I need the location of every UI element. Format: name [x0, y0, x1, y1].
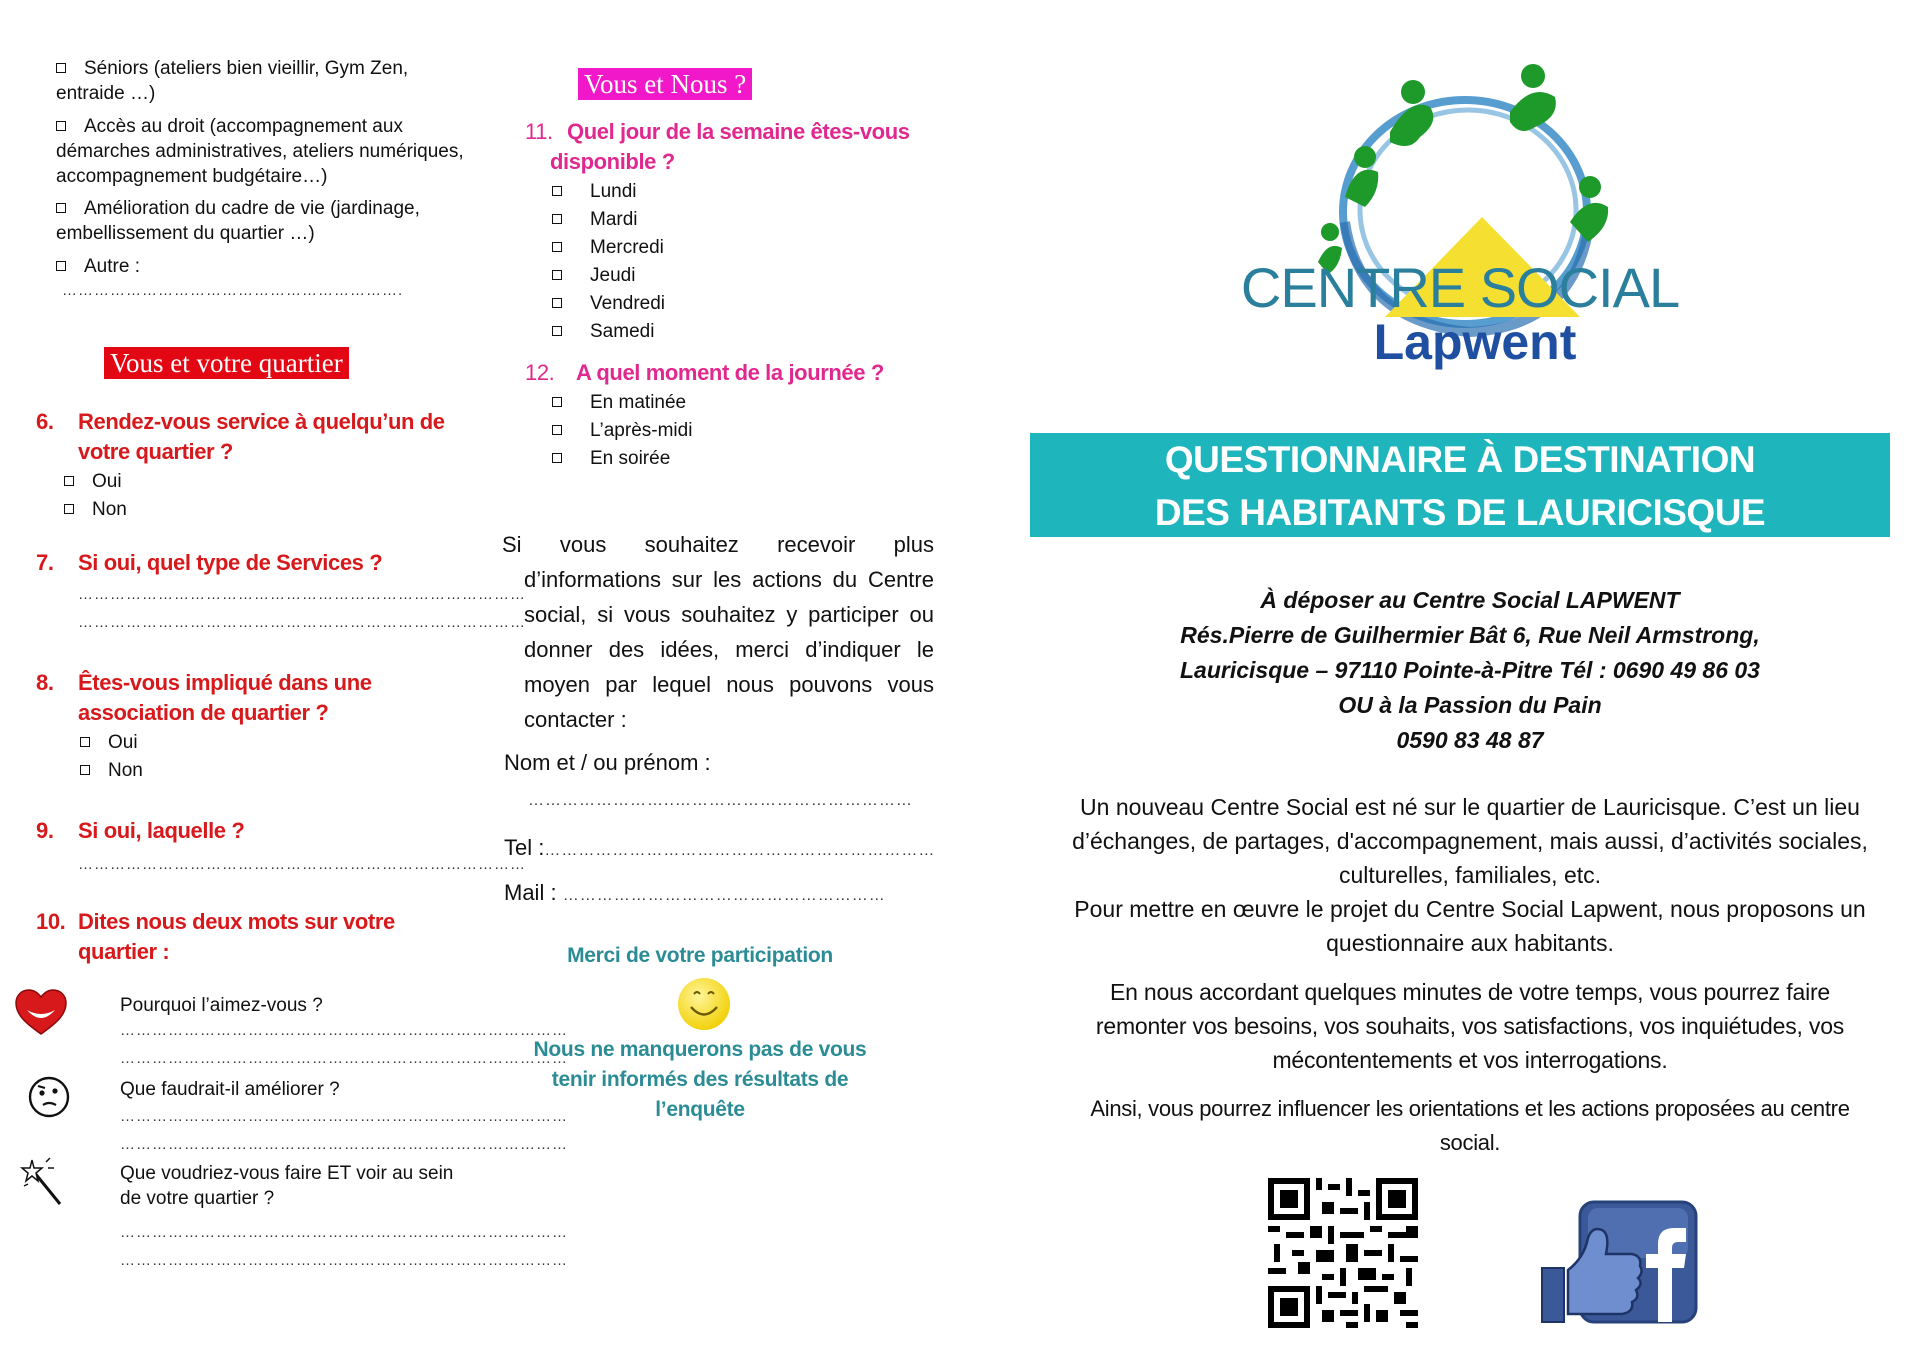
banner-line-1: QUESTIONNAIRE À DESTINATION [1164, 439, 1756, 480]
address-line: Lauricisque – 97110 Pointe-à-Pitre Tél : 0690 49 86 03 [1180, 657, 1760, 683]
checkbox[interactable] [56, 121, 66, 131]
checkbox[interactable] [552, 298, 562, 308]
question-number: 8. [36, 670, 54, 695]
option-samedi[interactable]: Samedi [552, 318, 654, 346]
option-non[interactable]: Non [64, 496, 127, 524]
middle-column [490, 0, 960, 1358]
option-apres-midi[interactable]: L’après-midi [552, 417, 692, 445]
address-line: Rés.Pierre de Guilhermier Bât 6, Rue Neil Armstrong, [1180, 622, 1760, 648]
question-number: 6. [36, 409, 54, 434]
qr-code-icon[interactable] [1268, 1178, 1418, 1328]
option-acces-droit[interactable]: Accès au droit (accompagnement aux démarches administratives, ateliers numériques, accompagnement budgétaire…) [56, 116, 464, 187]
address-line: OU à la Passion du Pain [1338, 692, 1602, 718]
subquestion-aimez: Pourquoi l’aimez-vous ? [120, 995, 323, 1016]
checkbox[interactable] [552, 270, 562, 280]
option-cadre-de-vie[interactable]: Amélioration du cadre de vie (jardinage, embellissement du quartier …) [56, 198, 420, 244]
thinking-face-icon [26, 1074, 72, 1120]
checkbox[interactable] [64, 476, 74, 486]
section-title-quartier: Vous et votre quartier [104, 348, 349, 379]
option-vendredi[interactable]: Vendredi [552, 290, 665, 318]
answer-line[interactable]: ………………………………………………………………………… [120, 1252, 568, 1269]
heart-smile-icon [14, 988, 68, 1038]
subquestion-faire-voir: Que voudriez-vous faire ET voir au sein de votre quartier ? [120, 1163, 454, 1209]
question-12: A quel moment de la journée ? [576, 360, 884, 385]
thanks-text: Merci de votre participation [567, 944, 833, 967]
answer-line[interactable]: ………………………………………………………………………… [120, 1022, 568, 1039]
mail-field[interactable]: ………………………………………………… [562, 887, 886, 904]
option-oui[interactable]: Oui [80, 729, 138, 757]
intro-paragraph-2: Pour mettre en œuvre le projet du Centre Social Lapwent, nous proposons un questionnaire aux habitants. [1074, 896, 1866, 956]
centre-social-logo [1240, 62, 1680, 382]
question-number: 9. [36, 818, 54, 843]
checkbox[interactable] [552, 242, 562, 252]
address-line: À déposer au Centre Social LAPWENT [1260, 587, 1680, 613]
checkbox[interactable] [552, 186, 562, 196]
autre-fill-line[interactable]: ………………………………………………………. [62, 282, 404, 299]
checkbox[interactable] [552, 326, 562, 336]
checkbox[interactable] [552, 397, 562, 407]
contact-paragraph: Si vous souhaitez recevoir plus d’informations sur les actions du Centre social, si vous souhaitez y participer ou donner des idées, merci d’indiquer le moyen par lequel nous pouvons vous contacter : [502, 532, 934, 732]
checkbox[interactable] [552, 214, 562, 224]
option-non[interactable]: Non [80, 757, 143, 785]
answer-line[interactable]: ………………………………………………………………………… [78, 614, 526, 631]
question-10: Dites nous deux mots sur votre quartier : [78, 909, 395, 964]
question-11: Quel jour de la semaine êtes-vous disponible ? [550, 119, 910, 174]
magic-wand-icon [20, 1156, 68, 1208]
tel-row[interactable] [504, 835, 935, 861]
option-mardi[interactable]: Mardi [552, 206, 638, 234]
right-column [1020, 0, 1920, 1358]
checkbox[interactable] [552, 425, 562, 435]
question-8: Êtes-vous impliqué dans une association de quartier ? [78, 670, 372, 725]
checkbox[interactable] [56, 203, 66, 213]
smiley-icon [676, 976, 732, 1032]
option-oui[interactable]: Oui [64, 468, 122, 496]
option-mercredi[interactable]: Mercredi [552, 234, 664, 262]
question-number: 10. [36, 909, 66, 934]
intro-paragraph-3: En nous accordant quelques minutes de votre temps, vous pourrez faire remonter vos besoins, vos souhaits, vos satisfactions, vos inquiétudes, vos mécontentements et vos interrogations. [1095, 979, 1845, 1073]
answer-line[interactable]: ………………………………………………………………………… [78, 586, 526, 603]
option-matinee[interactable]: En matinée [552, 389, 686, 417]
intro-paragraph-1: Un nouveau Centre Social est né sur le quartier de Lauricisque. C’est un lieu d’échanges, de partages, d'accompagnement, mais aussi, d’activités sociales, culturelles, familiales, etc. [1072, 794, 1868, 888]
logo-line-2: Lapwent [1373, 314, 1577, 370]
question-number: 11. [525, 119, 553, 144]
option-jeudi[interactable]: Jeudi [552, 262, 635, 290]
checkbox[interactable] [80, 737, 90, 747]
answer-line[interactable]: ………………………………………………………………………… [120, 1224, 568, 1241]
logo-line-1: CENTRE SOCIAL [1240, 256, 1680, 319]
subquestion-ameliorer: Que faudrait-il améliorer ? [120, 1079, 340, 1100]
intro-paragraph-4: Ainsi, vous pourrez influencer les orientations et les actions proposées au centre social. [1090, 1096, 1850, 1155]
tel-label: Tel : [504, 835, 545, 860]
question-9: Si oui, laquelle ? [78, 818, 245, 843]
address-line: 0590 83 48 87 [1396, 727, 1544, 753]
option-soiree[interactable]: En soirée [552, 445, 670, 473]
checkbox[interactable] [56, 261, 66, 271]
question-number: 12. [525, 360, 555, 385]
logo-text [1241, 256, 1679, 370]
answer-line[interactable]: ………………………………………………………………………… [78, 856, 526, 873]
section-title-vous-et-nous: Vous et Nous ? [578, 69, 752, 100]
facebook-like-icon[interactable] [1540, 1198, 1700, 1326]
name-field[interactable]: ……………………..…………………………………… [528, 792, 913, 809]
answer-line[interactable]: ………………………………………………………………………… [120, 1136, 568, 1153]
tel-field[interactable]: …………………………………………………………… [544, 842, 936, 859]
title-banner [1030, 433, 1890, 537]
question-6: Rendez-vous service à quelqu’un de votre quartier ? [78, 409, 445, 464]
question-7: Si oui, quel type de Services ? [78, 550, 383, 575]
checkbox[interactable] [56, 63, 66, 73]
inform-text: Nous ne manquerons pas de vous tenir informés des résultats de l’enquête [533, 1038, 867, 1121]
checkbox[interactable] [552, 453, 562, 463]
address-block [1080, 583, 1860, 758]
answer-line[interactable]: ………………………………………………………………………… [120, 1108, 568, 1125]
option-seniors[interactable]: Séniors (ateliers bien vieillir, Gym Zen, entraide …) [56, 58, 409, 104]
option-autre[interactable]: Autre : [56, 254, 476, 279]
option-lundi[interactable]: Lundi [552, 178, 637, 206]
mail-row[interactable] [504, 880, 886, 906]
name-label: Nom et / ou prénom : [504, 750, 711, 775]
question-number: 7. [36, 550, 54, 575]
mail-label: Mail : [504, 880, 557, 905]
banner-line-2: DES HABITANTS DE LAURICISQUE [1154, 492, 1766, 533]
answer-line[interactable]: ………………………………………………………………………… [120, 1050, 568, 1067]
checkbox[interactable] [64, 504, 74, 514]
checkbox[interactable] [80, 765, 90, 775]
